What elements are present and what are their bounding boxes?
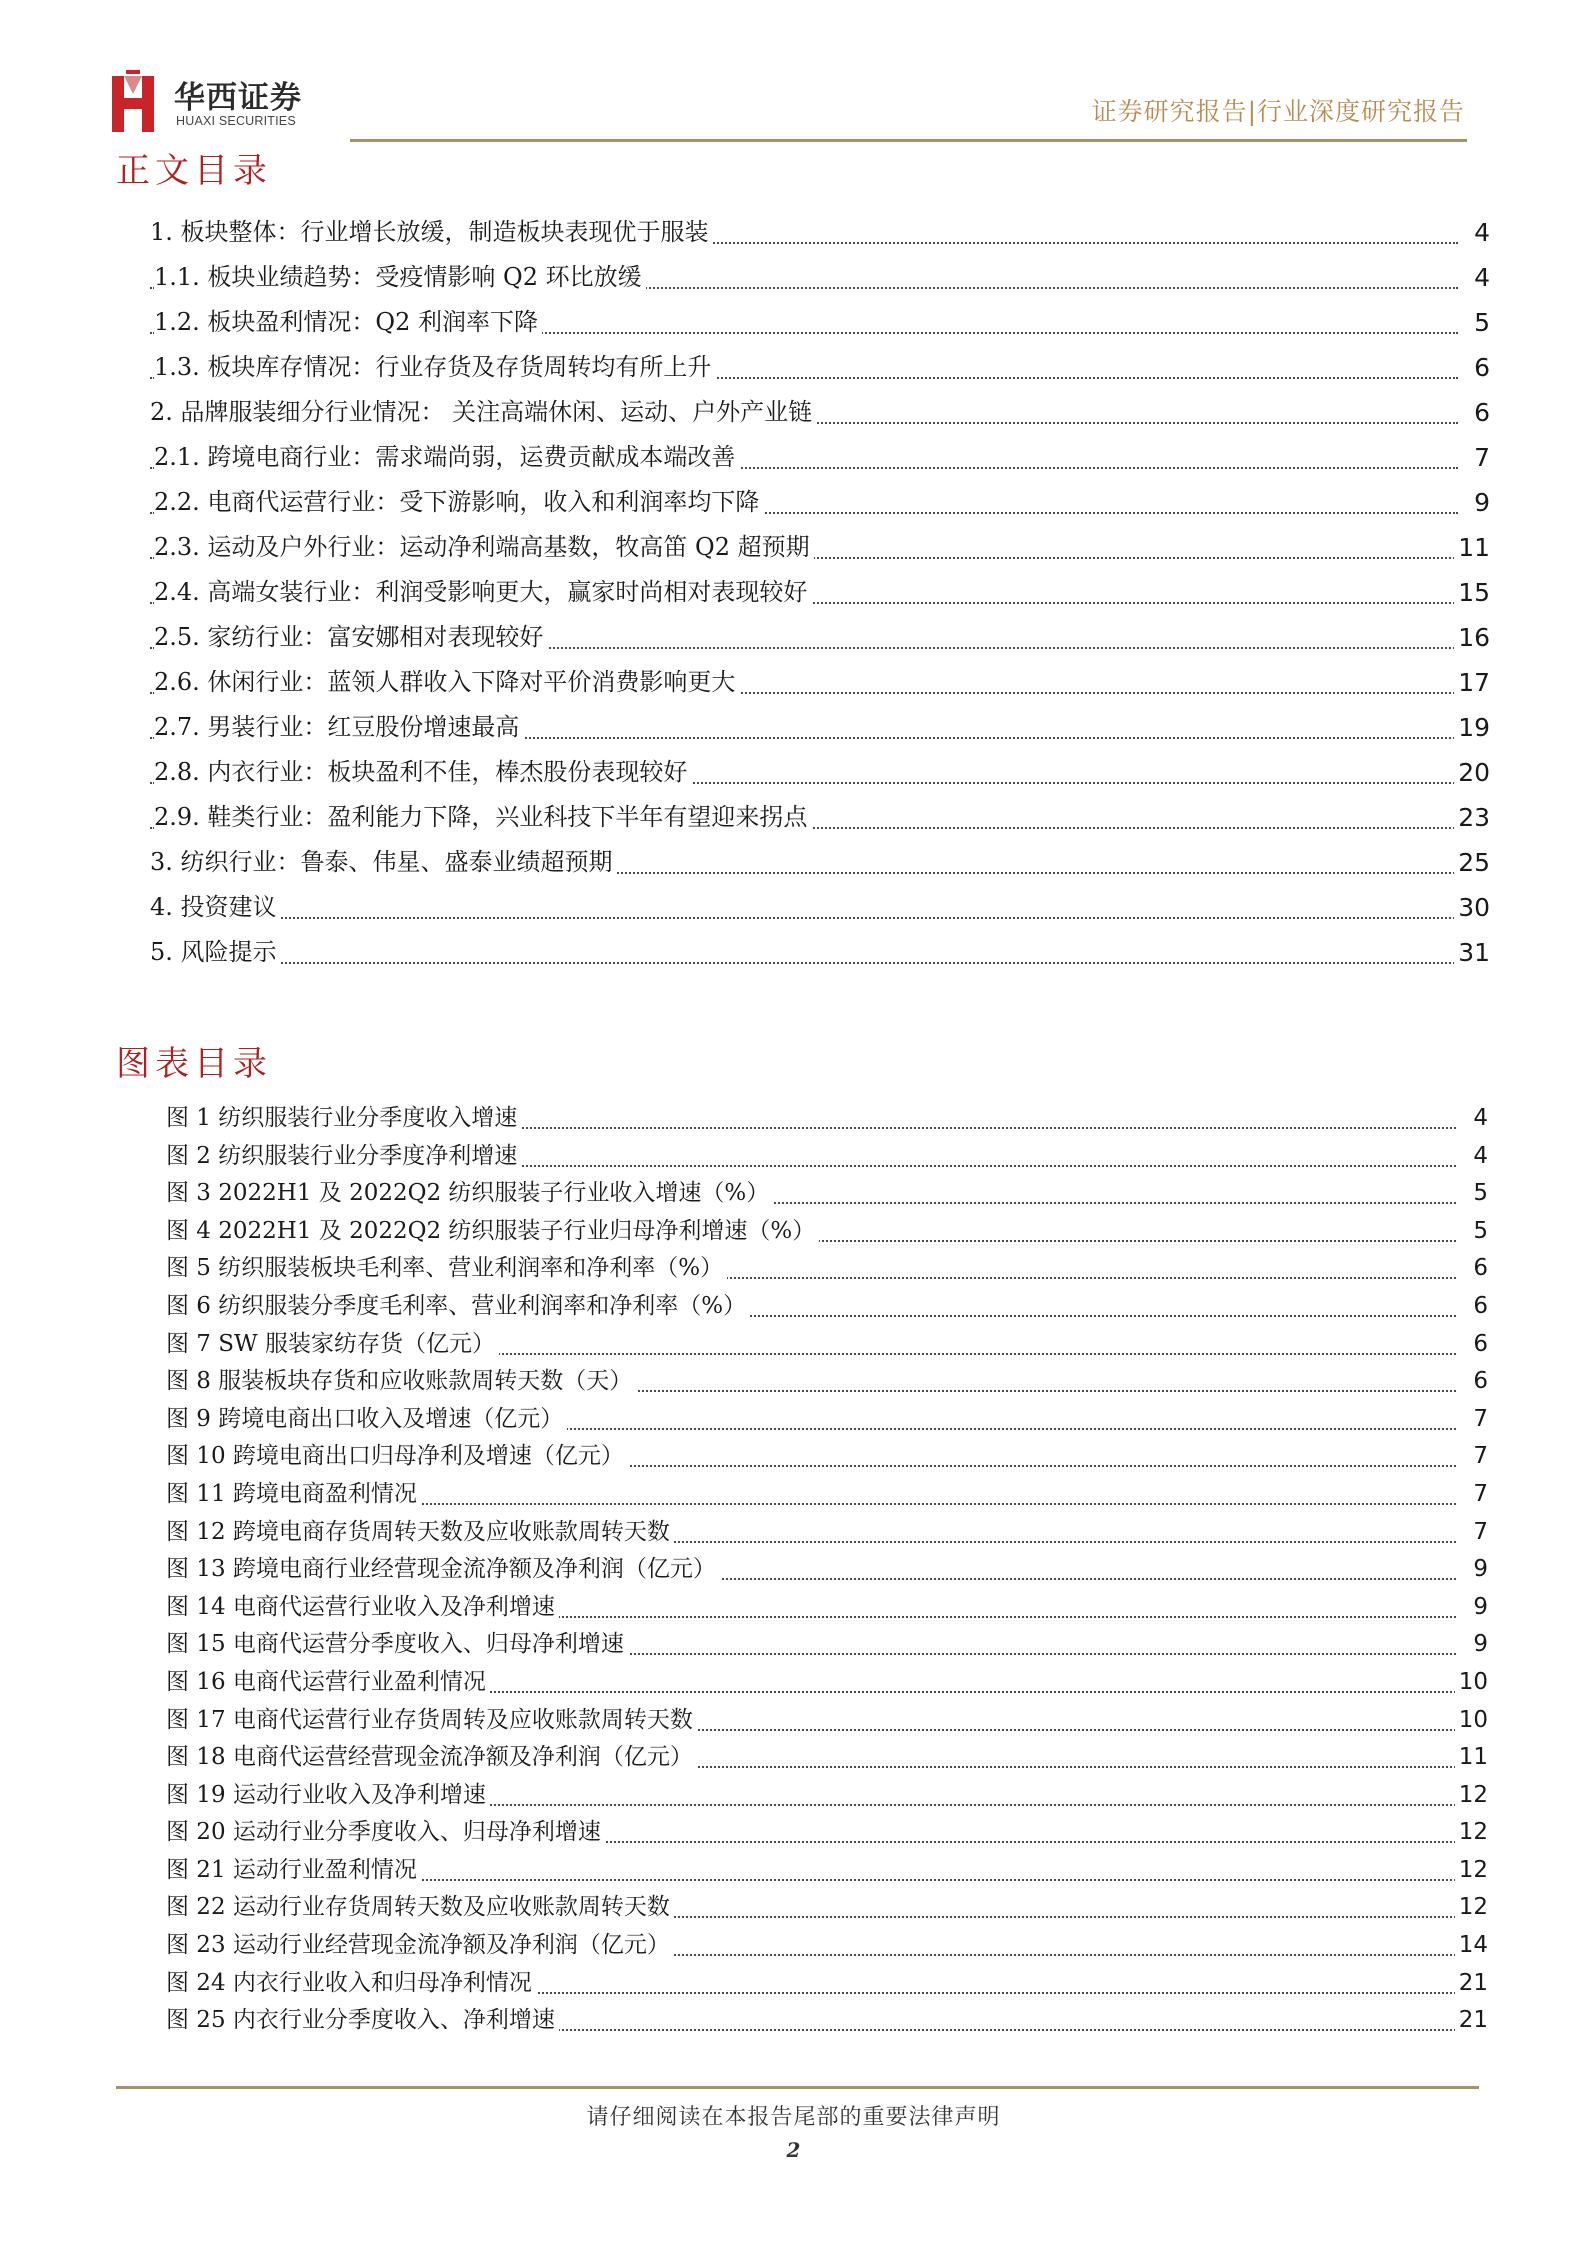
toc-entry-label: 2.1. 跨境电商行业：需求端尚弱，运费贡献成本端改善 bbox=[154, 435, 739, 480]
toc-entry[interactable] bbox=[150, 705, 1490, 750]
figure-entry-label: 图 16 电商代运营行业盈利情况 bbox=[166, 1664, 490, 1702]
figure-entry-page: 7 bbox=[1469, 1401, 1488, 1439]
figure-entry-label: 图 4 2022H1 及 2022Q2 纺织服装子行业归母净利增速（%） bbox=[166, 1213, 819, 1251]
toc-entry-label: 2.3. 运动及户外行业：运动净利端高基数，牧高笛 Q2 超预期 bbox=[154, 525, 814, 570]
figure-entry[interactable] bbox=[166, 1213, 1488, 1251]
figure-entry[interactable] bbox=[166, 1852, 1488, 1890]
toc-entry-label: 1.1. 板块业绩趋势：受疫情影响 Q2 环比放缓 bbox=[154, 255, 646, 300]
toc-entry[interactable] bbox=[150, 570, 1490, 615]
page-number: 2 bbox=[786, 2138, 801, 2162]
figure-entry-page: 10 bbox=[1455, 1702, 1488, 1740]
toc-entry[interactable] bbox=[150, 525, 1490, 570]
list-of-figures bbox=[166, 1100, 1488, 2040]
figure-entry-page: 12 bbox=[1455, 1814, 1488, 1852]
figure-entry-page: 21 bbox=[1455, 1965, 1488, 2003]
figure-entry[interactable] bbox=[166, 1777, 1488, 1815]
toc-entry-page: 7 bbox=[1470, 435, 1490, 480]
figure-entry-label: 图 12 跨境电商存货周转天数及应收账款周转天数 bbox=[166, 1514, 674, 1552]
figure-entry-page: 6 bbox=[1469, 1250, 1488, 1288]
figure-entry-label: 图 24 内衣行业收入和归母净利情况 bbox=[166, 1965, 536, 2003]
figure-entry-page: 6 bbox=[1469, 1363, 1488, 1401]
figure-entry-label: 图 22 运动行业存货周转天数及应收账款周转天数 bbox=[166, 1889, 674, 1927]
figure-entry-page: 12 bbox=[1455, 1777, 1488, 1815]
figure-entry[interactable] bbox=[166, 1288, 1488, 1326]
toc-entry[interactable] bbox=[150, 615, 1490, 660]
figure-entry-label: 图 15 电商代运营分季度收入、归母净利增速 bbox=[166, 1626, 628, 1664]
figure-entry[interactable] bbox=[166, 1927, 1488, 1965]
figure-entry-page: 9 bbox=[1469, 1626, 1488, 1664]
figure-entry-page: 14 bbox=[1455, 1927, 1488, 1965]
figure-entry-page: 12 bbox=[1455, 1889, 1488, 1927]
figure-entry-label: 图 5 纺织服装板块毛利率、营业利润率和净利率（%） bbox=[166, 1250, 727, 1288]
toc-entry-label: 2.8. 内衣行业：板块盈利不佳，棒杰股份表现较好 bbox=[154, 750, 691, 795]
figure-entry-page: 7 bbox=[1469, 1438, 1488, 1476]
legal-notice: 请仔细阅读在本报告尾部的重要法律声明 bbox=[586, 2105, 1001, 2130]
toc-entry[interactable] bbox=[150, 300, 1490, 345]
logo-english-name: HUAXI SECURITIES bbox=[176, 114, 296, 128]
figure-entry-label: 图 6 纺织服装分季度毛利率、营业利润率和净利率（%） bbox=[166, 1288, 750, 1326]
figure-entry-label: 图 1 纺织服装行业分季度收入增速 bbox=[166, 1100, 521, 1138]
toc-entry-label: 1.3. 板块库存情况：行业存货及存货周转均有所上升 bbox=[154, 345, 715, 390]
toc-entry-page: 16 bbox=[1454, 615, 1490, 660]
toc-entry-page: 4 bbox=[1470, 210, 1490, 255]
toc-entry-label: 2.6. 休闲行业：蓝领人群收入下降对平价消费影响更大 bbox=[154, 660, 739, 705]
toc-entry[interactable] bbox=[150, 345, 1490, 390]
figure-entry-label: 图 19 运动行业收入及净利增速 bbox=[166, 1777, 490, 1815]
figure-entry[interactable] bbox=[166, 1514, 1488, 1552]
figure-entry[interactable] bbox=[166, 1589, 1488, 1627]
figure-entry-label: 图 18 电商代运营经营现金流净额及净利润（亿元） bbox=[166, 1739, 697, 1777]
toc-entry-label: 2. 品牌服装细分行业情况： 关注高端休闲、运动、户外产业链 bbox=[150, 390, 816, 435]
figure-entry-page: 4 bbox=[1469, 1100, 1488, 1138]
header-divider bbox=[350, 139, 1467, 142]
figure-entry-label: 图 25 内衣行业分季度收入、净利增速 bbox=[166, 2002, 559, 2040]
toc-entry[interactable] bbox=[150, 435, 1490, 480]
figure-entry[interactable] bbox=[166, 1100, 1488, 1138]
report-type-label: 证券研究报告|行业深度研究报告 bbox=[1091, 97, 1465, 126]
figure-entry-label: 图 9 跨境电商出口收入及增速（亿元） bbox=[166, 1401, 567, 1439]
dot-leader bbox=[150, 962, 1458, 964]
figure-entry-page: 4 bbox=[1469, 1138, 1488, 1176]
figure-entry-label: 图 13 跨境电商行业经营现金流净额及净利润（亿元） bbox=[166, 1551, 720, 1589]
toc-entry-label: 3. 纺织行业：鲁泰、伟星、盛泰业绩超预期 bbox=[150, 840, 617, 885]
figure-entry[interactable] bbox=[166, 1664, 1488, 1702]
toc-entry[interactable] bbox=[150, 795, 1490, 840]
figure-entry[interactable] bbox=[166, 1438, 1488, 1476]
toc-entry-label: 2.9. 鞋类行业：盈利能力下降，兴业科技下半年有望迎来拐点 bbox=[154, 795, 811, 840]
toc-entry[interactable] bbox=[150, 840, 1490, 885]
figure-entry[interactable] bbox=[166, 1702, 1488, 1740]
figure-entry-label: 图 17 电商代运营行业存货周转及应收账款周转天数 bbox=[166, 1702, 697, 1740]
logo-chinese-name: 华西证券 bbox=[174, 80, 302, 116]
figure-entry-label: 图 23 运动行业经营现金流净额及净利润（亿元） bbox=[166, 1927, 674, 1965]
figure-entry-label: 图 3 2022H1 及 2022Q2 纺织服装子行业收入增速（%） bbox=[166, 1175, 773, 1213]
dot-leader bbox=[150, 917, 1458, 919]
figure-entry-page: 9 bbox=[1469, 1551, 1488, 1589]
toc-entry-label: 1.2. 板块盈利情况：Q2 利润率下降 bbox=[154, 300, 542, 345]
figure-entry-label: 图 21 运动行业盈利情况 bbox=[166, 1852, 421, 1890]
toc-entry-page: 17 bbox=[1454, 660, 1490, 705]
toc-entry-page: 31 bbox=[1454, 930, 1490, 975]
toc-entry-page: 20 bbox=[1454, 750, 1490, 795]
figure-entry-page: 5 bbox=[1469, 1213, 1488, 1251]
figure-entry[interactable] bbox=[166, 1138, 1488, 1176]
figure-entry-label: 图 14 电商代运营行业收入及净利增速 bbox=[166, 1589, 559, 1627]
toc-entry-page: 4 bbox=[1470, 255, 1490, 300]
figure-entry-page: 9 bbox=[1469, 1589, 1488, 1627]
figure-entry[interactable] bbox=[166, 1250, 1488, 1288]
figure-entry[interactable] bbox=[166, 1739, 1488, 1777]
figure-entry[interactable] bbox=[166, 1175, 1488, 1213]
figure-entry[interactable] bbox=[166, 1401, 1488, 1439]
toc-entry-label: 2.5. 家纺行业：富安娜相对表现较好 bbox=[154, 615, 547, 660]
toc-entry-page: 6 bbox=[1470, 345, 1490, 390]
figure-entry-page: 7 bbox=[1469, 1476, 1488, 1514]
figure-entry-label: 图 2 纺织服装行业分季度净利增速 bbox=[166, 1138, 521, 1176]
toc-entry[interactable] bbox=[150, 885, 1490, 930]
figure-entry-page: 7 bbox=[1469, 1514, 1488, 1552]
toc-entry[interactable] bbox=[150, 930, 1490, 975]
figure-entry[interactable] bbox=[166, 1965, 1488, 2003]
toc-entry-page: 25 bbox=[1454, 840, 1490, 885]
figure-entry[interactable] bbox=[166, 1476, 1488, 1514]
toc-entry-label: 2.7. 男装行业：红豆股份增速最高 bbox=[154, 705, 523, 750]
toc-entry-label: 2.4. 高端女装行业：利润受影响更大，赢家时尚相对表现较好 bbox=[154, 570, 811, 615]
figure-entry-page: 5 bbox=[1469, 1175, 1488, 1213]
toc-entry[interactable] bbox=[150, 390, 1490, 435]
figure-entry[interactable] bbox=[166, 1889, 1488, 1927]
toc-entry-page: 19 bbox=[1454, 705, 1490, 750]
toc-entry[interactable] bbox=[150, 210, 1490, 255]
toc-entry-page: 6 bbox=[1470, 390, 1490, 435]
toc-entry-page: 23 bbox=[1454, 795, 1490, 840]
figure-entry-page: 11 bbox=[1455, 1739, 1488, 1777]
figures-title: 图表目录 bbox=[116, 1044, 272, 1084]
toc-entry-label: 1. 板块整体：行业增长放缓，制造板块表现优于服装 bbox=[150, 210, 713, 255]
figure-entry-page: 6 bbox=[1469, 1288, 1488, 1326]
toc-entry-page: 11 bbox=[1454, 525, 1490, 570]
toc-entry-label: 5. 风险提示 bbox=[150, 930, 281, 975]
figure-entry[interactable] bbox=[166, 1363, 1488, 1401]
figure-entry-label: 图 10 跨境电商出口归母净利及增速（亿元） bbox=[166, 1438, 628, 1476]
toc-entry-label: 2.2. 电商代运营行业：受下游影响，收入和利润率均下降 bbox=[154, 480, 763, 525]
figure-entry-page: 10 bbox=[1455, 1664, 1488, 1702]
figure-entry[interactable] bbox=[166, 2002, 1488, 2040]
toc-entry-page: 9 bbox=[1470, 480, 1490, 525]
figure-entry-label: 图 11 跨境电商盈利情况 bbox=[166, 1476, 421, 1514]
figure-entry-page: 6 bbox=[1469, 1326, 1488, 1364]
toc-entry-page: 5 bbox=[1470, 300, 1490, 345]
footer-divider bbox=[116, 2086, 1479, 2089]
figure-entry-label: 图 7 SW 服装家纺存货（亿元） bbox=[166, 1326, 499, 1364]
figure-entry[interactable] bbox=[166, 1814, 1488, 1852]
toc-entry-page: 15 bbox=[1454, 570, 1490, 615]
figure-entry-label: 图 20 运动行业分季度收入、归母净利增速 bbox=[166, 1814, 605, 1852]
figure-entry-page: 21 bbox=[1455, 2002, 1488, 2040]
toc-entry[interactable] bbox=[150, 750, 1490, 795]
figure-entry-page: 12 bbox=[1455, 1852, 1488, 1890]
huaxi-logo-icon bbox=[112, 70, 162, 132]
toc-entry-label: 4. 投资建议 bbox=[150, 885, 281, 930]
figure-entry-label: 图 8 服装板块存货和应收账款周转天数（天） bbox=[166, 1363, 636, 1401]
page-header bbox=[0, 0, 1587, 150]
toc-entry[interactable] bbox=[150, 480, 1490, 525]
figure-entry[interactable] bbox=[166, 1551, 1488, 1589]
toc-entry-page: 30 bbox=[1454, 885, 1490, 930]
toc-entry[interactable] bbox=[150, 255, 1490, 300]
figure-entry[interactable] bbox=[166, 1626, 1488, 1664]
table-of-contents bbox=[150, 210, 1490, 975]
toc-entry[interactable] bbox=[150, 660, 1490, 705]
contents-title: 正文目录 bbox=[116, 151, 272, 191]
figure-entry[interactable] bbox=[166, 1326, 1488, 1364]
